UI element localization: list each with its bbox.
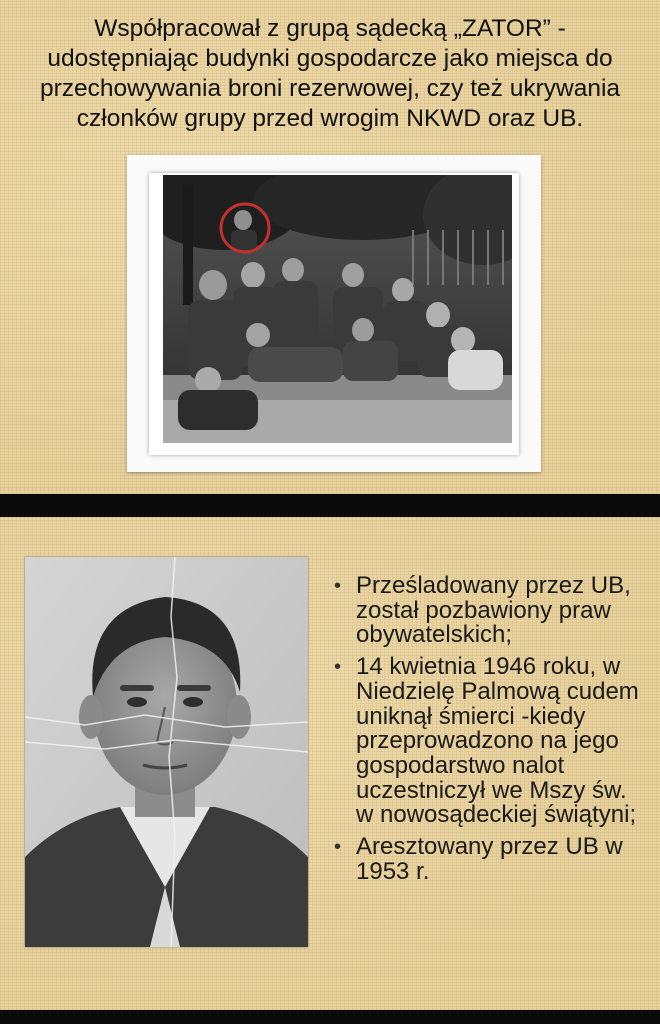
bullet-item-palm-sunday [330, 655, 650, 828]
bullet-dot-icon: • [334, 575, 342, 597]
bullet-list [330, 574, 650, 891]
group-photo-mount [149, 173, 519, 455]
group-photo-frame [127, 155, 541, 472]
bullet-item-arrest [330, 835, 650, 884]
slide-caption: Współpracował z grupą sądecką „ZATOR” - udostępniając budynki gospodarcze jako miejsca do przechowywania broni rezerwowej, czy też ukrywania członków grupy przed wrogim NKWD oraz UB. [39, 15, 621, 132]
bullet-text: Prześladowany przez UB, został pozbawiony praw obywatelskich; [356, 572, 631, 649]
bullet-text: Aresztowany przez UB w 1953 r. [356, 833, 623, 885]
bullet-item-persecution [330, 574, 650, 648]
slide-top [0, 0, 660, 494]
portrait-photo [25, 557, 308, 947]
bullet-dot-icon: • [334, 836, 342, 859]
bullet-text: 14 kwietnia 1946 roku, w Niedzielę Palmową cudem uniknął śmierci -kiedy przeprowadzono na jego gospodarstwo nalot uczestniczył we Mszy św. w nowosądeckiej świątyni; [356, 653, 639, 829]
group-photo [163, 175, 512, 443]
slide-bottom [0, 517, 660, 1010]
bullet-dot-icon: • [334, 656, 342, 679]
